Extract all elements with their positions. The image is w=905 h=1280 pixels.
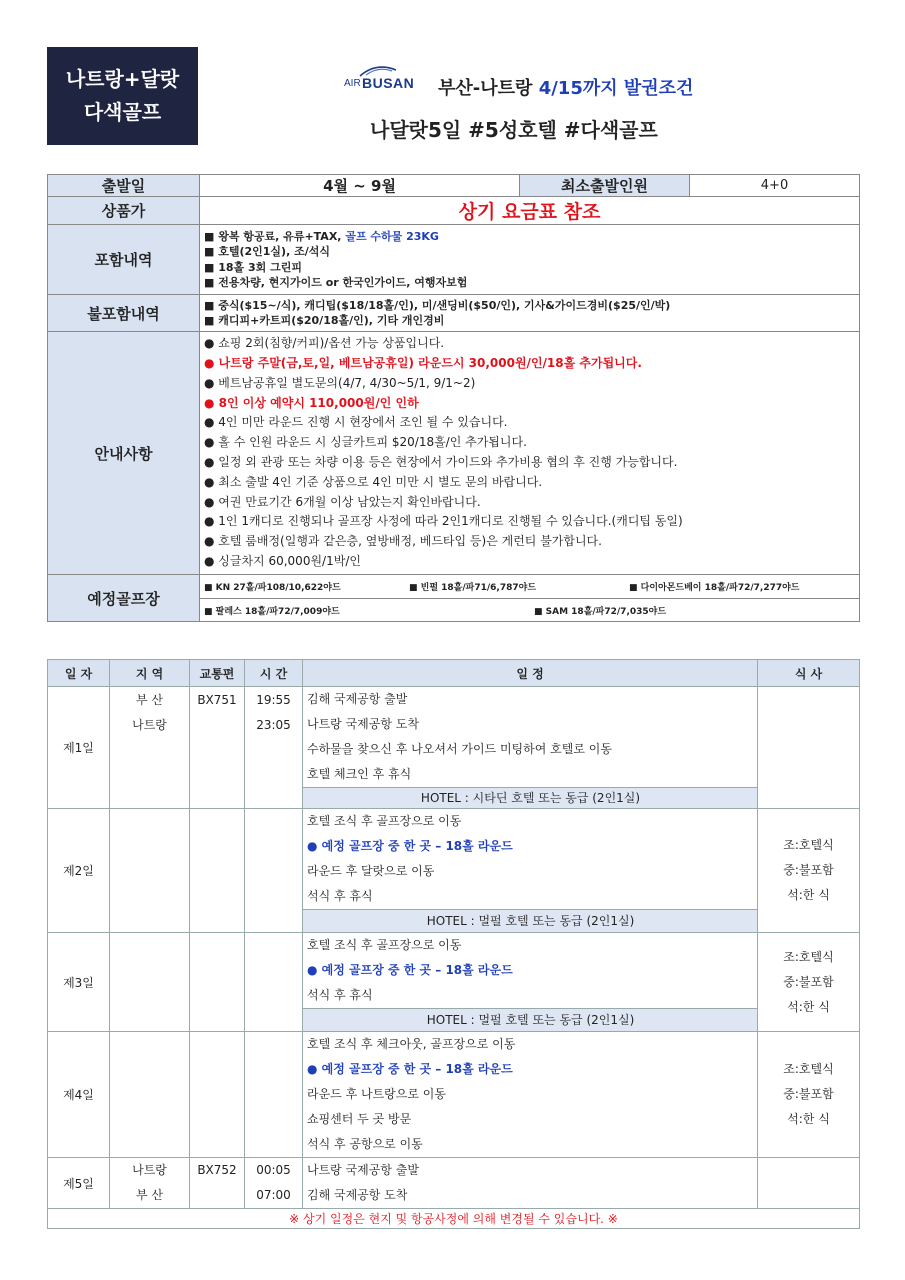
golf-course-label: 예정골프장 xyxy=(48,575,200,622)
meal-lunch: 중:불포함 xyxy=(783,1087,834,1101)
notice-item: ● 베트남공휴일 별도문의(4/7, 4/30~5/1, 9/1~2) xyxy=(204,375,476,390)
include-list xyxy=(200,225,860,295)
include-item: ■ 전용차량, 현지가이드 or 한국인가이드, 여행자보험 xyxy=(204,276,468,289)
time-cell xyxy=(245,809,303,933)
time-cell xyxy=(245,1158,303,1209)
day-row xyxy=(48,1158,860,1209)
golf-course-item: ■ 다이아몬드베이 18홀/파72/7,277야드 xyxy=(629,583,800,593)
meal-dinner: 석:한 식 xyxy=(787,999,830,1014)
exclude-list xyxy=(200,295,860,332)
itinerary-cell xyxy=(303,1032,758,1158)
meal-cell xyxy=(758,1158,860,1209)
meal-cell xyxy=(758,809,860,933)
itinerary-item: ● 예정 골프장 중 한 곳 – 18홀 라운드 xyxy=(307,963,513,977)
exclude-item: ■ 중식($15~/식), 캐디팁($18/18홀/인), 미/샌딩비($50/인), 기사&가이드경비($25/인/박) xyxy=(204,298,671,312)
notice-item: ● 1인 1캐디로 진행되나 골프장 사정에 따라 2인1캐디로 진행될 수 있습니다.(캐디팁 동일) xyxy=(204,514,683,529)
exclude-item: ■ 캐디피+카트피($20/18홀/인), 기타 개인경비 xyxy=(204,314,445,327)
ticketing-deadline: 4/15까지 발권조건 xyxy=(538,78,694,99)
col-header-day: 일 자 xyxy=(48,660,110,687)
time: 19:55 xyxy=(256,693,291,707)
notice-item: ● 호텔 룸배정(일행과 같은층, 옆방배정, 베드타입 등)은 게런티 불가합니다. xyxy=(204,534,602,549)
itinerary-item: 나트랑 국제공항 출발 xyxy=(307,1163,419,1177)
col-header-meal: 식 사 xyxy=(758,660,860,687)
day-row xyxy=(48,1032,860,1158)
include-item: ■ 왕복 항공료, 유류+TAX, xyxy=(204,229,346,243)
meal-breakfast: 조:호텔식 xyxy=(783,838,834,852)
meal-lunch: 중:불포함 xyxy=(783,974,834,989)
notice-label: 안내사항 xyxy=(48,332,200,575)
notice-item: ● 일정 외 관광 또는 차량 이용 등은 현장에서 가이드와 추가비용 협의 후 진행 가능합니다. xyxy=(204,455,678,469)
golf-course-item: ■ KN 27홀/파108/10,622야드 xyxy=(204,583,341,593)
meal-cell xyxy=(758,687,860,809)
col-header-region: 지 역 xyxy=(110,660,190,687)
notice-item: ● 홀 수 인원 라운드 시 싱글카트피 $20/18홀/인 추가됩니다. xyxy=(204,435,527,450)
itinerary-cell xyxy=(303,1158,758,1209)
notice-item: ● 8인 이상 예약시 110,000원/인 인하 xyxy=(204,395,419,410)
page-subtitle: 나달랏5일 #5성호텔 #다색골프 xyxy=(370,118,658,142)
time-cell xyxy=(245,933,303,1032)
itinerary-item: 김해 국제공항 출발 xyxy=(307,692,408,706)
badge-line-1: 나트랑+달랏 xyxy=(65,67,180,91)
min-people-value: 4+0 xyxy=(690,175,860,197)
time-cell xyxy=(245,687,303,809)
itinerary-item: 호텔 조식 후 골프장으로 이동 xyxy=(307,938,462,952)
meal-breakfast: 조:호텔식 xyxy=(783,1062,834,1076)
day-label: 제4일 xyxy=(48,1032,110,1158)
product-badge xyxy=(47,47,198,145)
region: 부 산 xyxy=(136,693,163,707)
meal-lunch: 중:불포함 xyxy=(783,863,834,877)
time-cell xyxy=(245,1032,303,1158)
region-cell xyxy=(110,1158,190,1209)
time: 00:05 xyxy=(256,1163,291,1177)
day-row xyxy=(48,687,860,809)
day-label: 제1일 xyxy=(48,687,110,809)
region-cell xyxy=(110,933,190,1032)
meal-breakfast: 조:호텔식 xyxy=(783,949,834,964)
day-row xyxy=(48,933,860,1032)
itinerary-item: 라운드 후 나트랑으로 이동 xyxy=(307,1087,446,1101)
price-label: 상품가 xyxy=(48,197,200,225)
notice-item: ● 싱글차지 60,000원/1박/인 xyxy=(204,553,361,568)
route-label: 부산-나트랑 xyxy=(438,78,533,99)
itinerary-item: 석식 후 휴식 xyxy=(307,889,373,903)
badge-line-2: 다색골프 xyxy=(83,100,162,124)
time: 23:05 xyxy=(256,718,291,732)
flight-number: BX752 xyxy=(197,1163,237,1177)
flight-cell xyxy=(190,933,245,1032)
meal-dinner: 석:한 식 xyxy=(787,888,830,902)
notice-item: ● 4인 미만 라운드 진행 시 현장에서 조인 될 수 있습니다. xyxy=(204,415,508,430)
hotel-info: HOTEL : 시타딘 호텔 또는 동급 (2인1실) xyxy=(303,787,758,808)
flight-cell xyxy=(190,687,245,809)
region-cell xyxy=(110,1032,190,1158)
hotel-info: HOTEL : 멀펄 호텔 또는 동급 (2인1실) xyxy=(303,1008,758,1031)
itinerary-item: 석식 후 휴식 xyxy=(307,988,373,1002)
region: 부 산 xyxy=(136,1188,163,1202)
col-header-time: 시 간 xyxy=(245,660,303,687)
notice-item: ● 나트랑 주말(금,토,일, 베트남공휴일) 라운드시 30,000원/인/18홀 추가됩니다. xyxy=(204,356,642,371)
flight-cell xyxy=(190,809,245,933)
notice-item: ● 쇼핑 2회(침향/커피)/옵션 가능 상품입니다. xyxy=(204,336,445,351)
itinerary-table xyxy=(47,659,860,1229)
itinerary-item: ● 예정 골프장 중 한 곳 – 18홀 라운드 xyxy=(307,1062,513,1076)
golf-course-item: ■ 빈펄 18홀/파71/6,787야드 xyxy=(409,583,537,593)
logo-busan-text: BUSAN xyxy=(362,75,415,91)
depart-value: 4월 ~ 9월 xyxy=(200,175,520,197)
flight-cell xyxy=(190,1158,245,1209)
itinerary-cell xyxy=(303,933,758,1032)
route-title xyxy=(438,74,693,100)
golf-course-list xyxy=(200,575,860,622)
col-header-itinerary: 일 정 xyxy=(303,660,758,687)
logo-air-text: AIR xyxy=(344,78,361,89)
flight-number: BX751 xyxy=(197,693,237,707)
itinerary-item: 호텔 조식 후 체크아웃, 골프장으로 이동 xyxy=(307,1037,516,1051)
notice-item: ● 최소 출발 4인 기준 상품으로 4인 미만 시 별도 문의 바랍니다. xyxy=(204,474,543,489)
schedule-footnote: ※ 상기 일정은 현지 및 항공사정에 의해 변경될 수 있습니다. ※ xyxy=(48,1209,860,1229)
region-cell xyxy=(110,687,190,809)
golf-course-item: ■ 팔레스 18홀/파72/7,009야드 xyxy=(204,606,340,617)
itinerary-cell xyxy=(303,687,758,809)
itinerary-item: 호텔 조식 후 골프장으로 이동 xyxy=(307,814,462,828)
meal-cell xyxy=(758,933,860,1032)
itinerary-item: 쇼핑센터 두 곳 방문 xyxy=(307,1112,412,1126)
price-value: 상기 요금표 참조 xyxy=(200,197,860,225)
day-label: 제2일 xyxy=(48,809,110,933)
include-item: ■ 호텔(2인1실), 조/석식 xyxy=(204,245,330,258)
day-row xyxy=(48,809,860,933)
depart-label: 출발일 xyxy=(48,175,200,197)
itinerary-cell xyxy=(303,809,758,933)
itinerary-item: 수하물을 찾으신 후 나오셔서 가이드 미팅하여 호텔로 이동 xyxy=(307,742,612,756)
hotel-info: HOTEL : 멀펄 호텔 또는 동급 (2인1실) xyxy=(303,909,758,932)
product-info-table xyxy=(47,174,860,622)
col-header-transport: 교통편 xyxy=(190,660,245,687)
include-item: ■ 18홀 3회 그린피 xyxy=(204,260,302,274)
flight-cell xyxy=(190,1032,245,1158)
meal-dinner: 석:한 식 xyxy=(787,1112,830,1126)
time: 07:00 xyxy=(256,1188,291,1202)
region-cell xyxy=(110,809,190,933)
itinerary-item: 나트랑 국제공항 도착 xyxy=(307,717,419,731)
itinerary-item: 김해 국제공항 도착 xyxy=(307,1188,408,1202)
region: 나트랑 xyxy=(132,1163,167,1177)
golf-course-item: ■ SAM 18홀/파72/7,035야드 xyxy=(534,606,667,617)
golf-baggage-note: 골프 수하물 23KG xyxy=(345,229,439,243)
exclude-label: 불포함내역 xyxy=(48,295,200,332)
min-people-label: 최소출발인원 xyxy=(520,175,690,197)
itinerary-item: 석식 후 공항으로 이동 xyxy=(307,1137,423,1151)
itinerary-item: ● 예정 골프장 중 한 곳 – 18홀 라운드 xyxy=(307,839,513,853)
notice-item: ● 여권 만료기간 6개월 이상 남았는지 확인바랍니다. xyxy=(204,494,481,509)
region: 나트랑 xyxy=(132,718,167,732)
day-label: 제5일 xyxy=(48,1158,110,1209)
day-label: 제3일 xyxy=(48,933,110,1032)
meal-cell xyxy=(758,1032,860,1158)
include-label: 포함내역 xyxy=(48,225,200,295)
notice-list xyxy=(200,332,860,575)
itinerary-item: 라운드 후 달랏으로 이동 xyxy=(307,864,435,878)
air-busan-logo xyxy=(344,64,424,94)
itinerary-item: 호텔 체크인 후 휴식 xyxy=(307,767,412,781)
